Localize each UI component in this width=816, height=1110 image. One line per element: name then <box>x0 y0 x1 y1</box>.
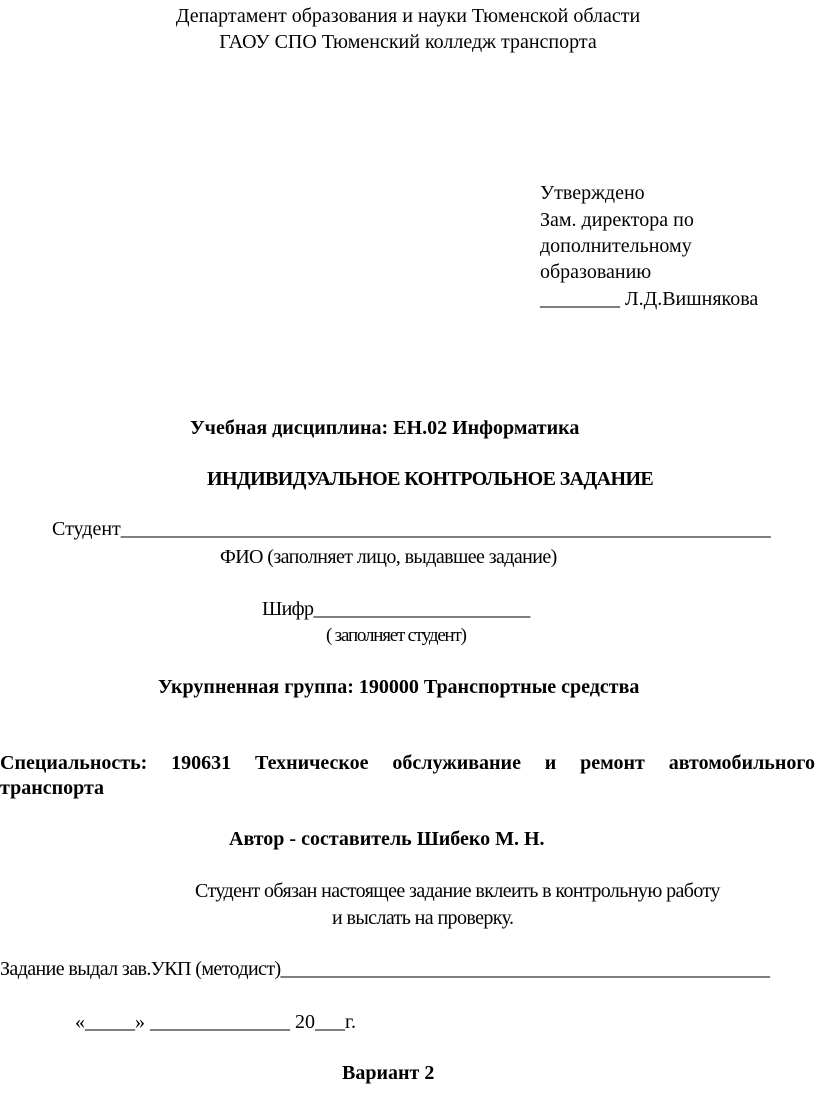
date-close-quote: » <box>135 1011 145 1033</box>
specialty-line: Специальность: 190631 Техническое обслуживание и ремонт автомобильного <box>0 752 815 774</box>
student-field <box>52 517 771 541</box>
author: Автор - составитель Шибеко М. Н. <box>229 828 545 850</box>
student-blank-line: _________________________________________________________________ <box>120 518 771 540</box>
issued-by-field <box>0 957 769 981</box>
instruction-line: и выслать на проверку. <box>332 907 514 929</box>
variant: Вариант 2 <box>342 1062 435 1084</box>
date-open-quote: « <box>75 1011 85 1033</box>
cipher-field <box>262 597 530 621</box>
approval-line: Утверждено <box>540 182 645 204</box>
student-hint: ФИО (заполняет лицо, выдавшее задание) <box>220 546 557 568</box>
approval-line: дополнительному <box>540 235 692 257</box>
date-suffix: г. <box>345 1011 356 1033</box>
student-label: Студент <box>52 518 121 540</box>
issued-by-label: Задание выдал зав.УКП (методист) <box>0 958 281 980</box>
department-name: Департамент образования и науки Тюменской области <box>175 5 641 27</box>
cipher-blank-line: _______________________ <box>313 598 530 620</box>
cipher-label: Шифр <box>262 598 314 620</box>
date-year-prefix: 20 <box>295 1011 315 1033</box>
issued-by-blank-line: ____________________________________________________ <box>280 958 770 980</box>
college-name: ГАОУ СПО Тюменский колледж транспорта <box>219 31 597 53</box>
approval-line: образованию <box>540 261 652 283</box>
document-title: ИНДИВИДУАЛЬНОЕ КОНТРОЛЬНОЕ ЗАДАНИЕ <box>207 468 654 490</box>
date-month-blank: ______________ <box>150 1011 290 1033</box>
approval-line: Зам. директора по <box>540 209 694 231</box>
instruction-line: Студент обязан настоящее задание вклеить в контрольную работу <box>195 880 720 902</box>
date-field <box>75 1010 356 1034</box>
date-day-blank: _____ <box>85 1011 135 1033</box>
date-year-blank: ___ <box>315 1011 345 1033</box>
discipline-title: Учебная дисциплина: ЕН.02 Информатика <box>190 417 580 439</box>
approval-signature: ________ Л.Д.Вишнякова <box>540 288 759 310</box>
specialty-line-continued: транспорта <box>0 777 105 799</box>
enlarged-group: Укрупненная группа: 190000 Транспортные средства <box>158 676 640 698</box>
cipher-hint: ( заполняет студент) <box>326 625 466 646</box>
